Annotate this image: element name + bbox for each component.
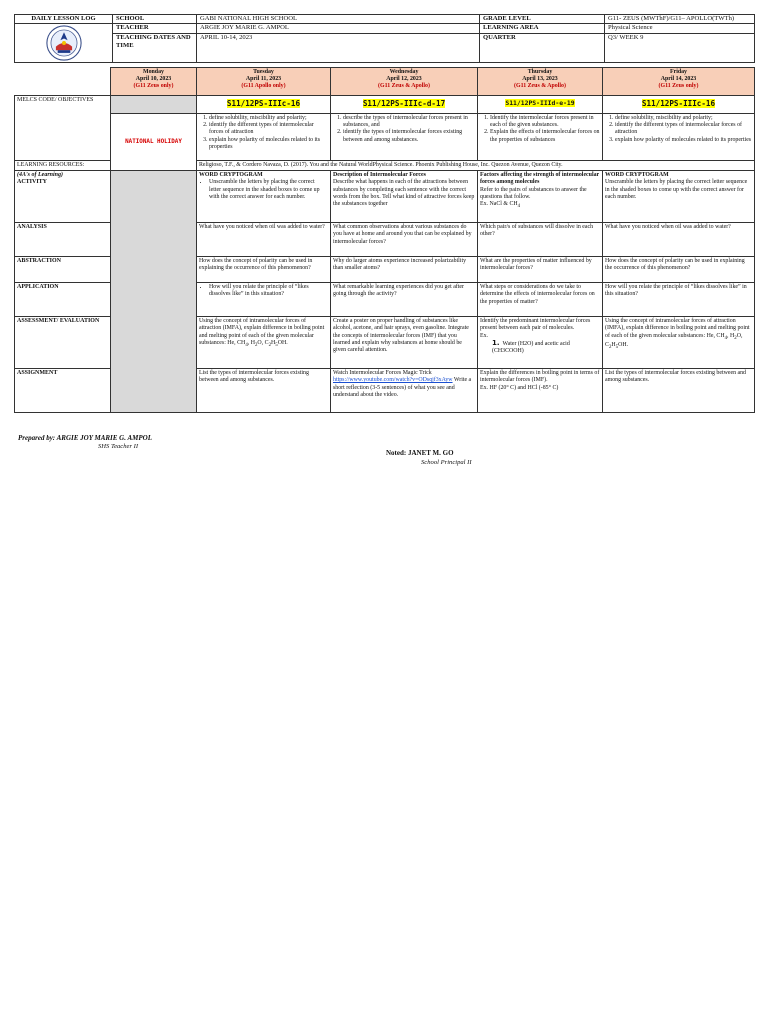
quarter-label: QUARTER <box>480 33 605 63</box>
national-holiday: NATIONAL HOLIDAY <box>111 114 197 171</box>
tuesday-assessment: Using the concept of intramolecular forces of attraction (IMFA), explain difference in boiling point and melting point of each of the given molecular substances: He, $CH_4$, $H_2O$, $C_2H_5OH$. <box>197 317 331 369</box>
wednesday-objectives: 1. describe the types of intermolecular forces present in substances, and 2. identify the types of intermolecular forces existing between and among substances. <box>331 114 478 161</box>
day-monday: Monday April 10, 2023 (G11 Zeus only) <box>111 68 197 96</box>
teacher-label: TEACHER <box>113 24 197 33</box>
youtube-link[interactable]: https://www.youtube.com/watch?v=ODsqjf3xAyw <box>333 377 453 384</box>
wednesday-code: S11/12PS-IIIc-d-17 <box>331 96 478 114</box>
prepared-by: Prepared by: ARGIE JOY MARIE G. AMPOL <box>18 434 152 442</box>
noted-by: Noted: JANET M. GO <box>386 449 454 457</box>
tuesday-assignment: List the types of intermolecular forces existing between and among substances. <box>197 369 331 413</box>
thursday-assignment: Explain the differences in boiling point in terms of intermolecular forces (IMF). Ex. HF (20° C) and HCl (-85° C) <box>478 369 603 413</box>
analysis-label: ANALYSIS <box>15 223 111 257</box>
monday-gray-column <box>111 171 197 413</box>
friday-objectives: 1. define solubility, miscibility and polarity; 2. identify the different types of intermolecular forces of attraction 3. explain how polarity of molecules related to its properties <box>603 114 755 161</box>
day-friday: Friday April 14, 2023 (G11 Zeus only) <box>603 68 755 96</box>
logo-cell <box>15 24 113 63</box>
log-title: DAILY LESSON LOG <box>15 15 113 24</box>
wednesday-application: What remarkable learning experiences did you get after going through the activity? <box>331 283 478 317</box>
day-tuesday: Tuesday April 11, 2023 (G11 Apollo only) <box>197 68 331 96</box>
prepared-role: SHS Teacher II <box>98 443 139 450</box>
deped-seal-icon <box>46 25 82 61</box>
day-wednesday: Wednesday April 12, 2023 (G11 Zeus & Apollo) <box>331 68 478 96</box>
dates-label: TEACHING DATES AND TIME <box>113 33 197 63</box>
header-table <box>14 14 755 63</box>
thursday-activity: Factors affecting the strength of intermolecular forces among molecules Refer to the pairs of substances to answer the questions that follow. Ex. NaCl & $CH_4$ <box>478 171 603 223</box>
friday-code: S11/12PS-IIIc-16 <box>603 96 755 114</box>
friday-assessment: Using the concept of intramolecular forces of attraction (IMFA), explain difference in boiling point and melting point of each of the given molecular substances: He, $CH_4$, $H_2O$, $C_2H_5OH$. <box>603 317 755 369</box>
school-label: SCHOOL <box>113 15 197 24</box>
grade-value: G11- ZEUS (MWThF)/G11– APOLLO(TWTh) <box>605 15 755 24</box>
friday-analysis: What have you noticed when oil was added to water? <box>603 223 755 257</box>
quarter-value: Q3/ WEEK 9 <box>605 33 755 63</box>
monday-melcs-cell <box>111 96 197 114</box>
assignment-label: ASSIGNMENT <box>15 369 111 413</box>
teacher-value: ARGIE JOY MARIE G. AMPOL <box>197 24 480 33</box>
lesson-table <box>14 67 755 413</box>
resources-label: LEARNING RESOURCES: <box>15 161 111 171</box>
thursday-objectives: 1. Identify the intermolecular forces present in each of the given substances. 2. Explain the effects of intermolecular forces on the properties of substances <box>478 114 603 161</box>
activity-label: (4A's of Learning) ACTIVITY <box>15 171 111 223</box>
area-value: Physical Science <box>605 24 755 33</box>
friday-abstraction: How does the concept of polarity can be used in explaining the occurrence of this phenomenon? <box>603 257 755 283</box>
wednesday-assessment: Create a poster on proper handling of substances like alcohol, acetone, and hair sprays, even gasoline. Integrate the concepts of intermolecular forces (IMF) that you learned and explain why substances at home should be given careful attention. <box>331 317 478 369</box>
resources-text: Religioso, T.F., & Cordero Navaza, D. (2017). You and the Natural WorldPhysical Science. Phoenix Publishing House, Inc. Quezon Avenue, Quezon City. <box>197 161 755 171</box>
day-thursday: Thursday April 13, 2023 (G11 Zeus & Apollo) <box>478 68 603 96</box>
tuesday-activity: WORD CRYPTOGRAM • Unscramble the letters by placing the correct letter sequence in the shaded boxes to come up with the correct answer for each number. <box>197 171 331 223</box>
thursday-assessment-item: 1. Water (H2O) and acetic acid (CH3COOH) <box>492 338 570 355</box>
thursday-application: What steps or considerations do we take to determine the effects of intermolecular forces on the properties of matter? <box>478 283 603 317</box>
thursday-code: S11/12PS-IIId-e-19 <box>478 96 603 114</box>
thursday-abstraction: What are the properties of matter influenced by intermolecular forces? <box>478 257 603 283</box>
wednesday-abstraction: Why do larger atoms experience increased polarizability than smaller atoms? <box>331 257 478 283</box>
wednesday-activity: Description of Intermolecular Forces Describe what happens in each of the attractions between substances by completing each sentence with the correct words from the box. Tell what kind of attractive forces keep the substances together <box>331 171 478 223</box>
noted-role: School Principal II <box>421 459 472 466</box>
tuesday-analysis: What have you noticed when oil was added to water? <box>197 223 331 257</box>
wednesday-analysis: What common observations about various substances do you have at home and around you that can be explained by intermolecular forces? <box>331 223 478 257</box>
application-label: APPLICATION <box>15 283 111 317</box>
abstraction-label: ABSTRACTION <box>15 257 111 283</box>
friday-activity: WORD CRYPTOGRAM Unscramble the letters by placing the correct letter sequence in the shaded boxes to come up with the correct answer for each number. <box>603 171 755 223</box>
grade-label: GRADE LEVEL <box>480 15 605 24</box>
melcs-label: MELCS CODE/ OBJECTIVES <box>15 96 111 161</box>
thursday-activity-example: Ex. NaCl & $CH_4$ <box>480 201 521 210</box>
friday-assignment: List the types of intermolecular forces existing between and among substances. <box>603 369 755 413</box>
area-label: LEARNING AREA <box>480 24 605 33</box>
corner-cell <box>15 68 111 96</box>
tuesday-abstraction: How does the concept of polarity can be used in explaining the occurrence of this phenomenon? <box>197 257 331 283</box>
tuesday-code: S11/12PS-IIIc-16 <box>197 96 331 114</box>
tuesday-application: • How will you relate the principle of “likes dissolves like” in this situation? <box>197 283 331 317</box>
thursday-analysis: Which pair/s of substances will dissolve in each other? <box>478 223 603 257</box>
thursday-assessment: Identify the predominant intermolecular forces present between each pair of molecules. Ex. 1. Water (H2O) and acetic acid (CH3COOH) <box>478 317 603 369</box>
wednesday-assignment: Watch Intermolecular Forces Magic Trick https://www.youtube.com/watch?v=ODsqjf3xAyw Write a short reflection (3-5 sentences) of what you see and understand about the video. <box>331 369 478 413</box>
school-value: GABI NATIONAL HIGH SCHOOL <box>197 15 480 24</box>
assessment-label: ASSESSMENT/ EVALUATION <box>15 317 111 369</box>
dates-value: APRIL 10-14, 2023 <box>197 33 480 63</box>
tuesday-objectives: 1. define solubility, miscibility and polarity; 2. identify the different types of intermolecular forces of attraction 3. explain how polarity of molecules related to its properties <box>197 114 331 161</box>
friday-application: How will you relate the principle of “likes dissolves like” in this situation? <box>603 283 755 317</box>
